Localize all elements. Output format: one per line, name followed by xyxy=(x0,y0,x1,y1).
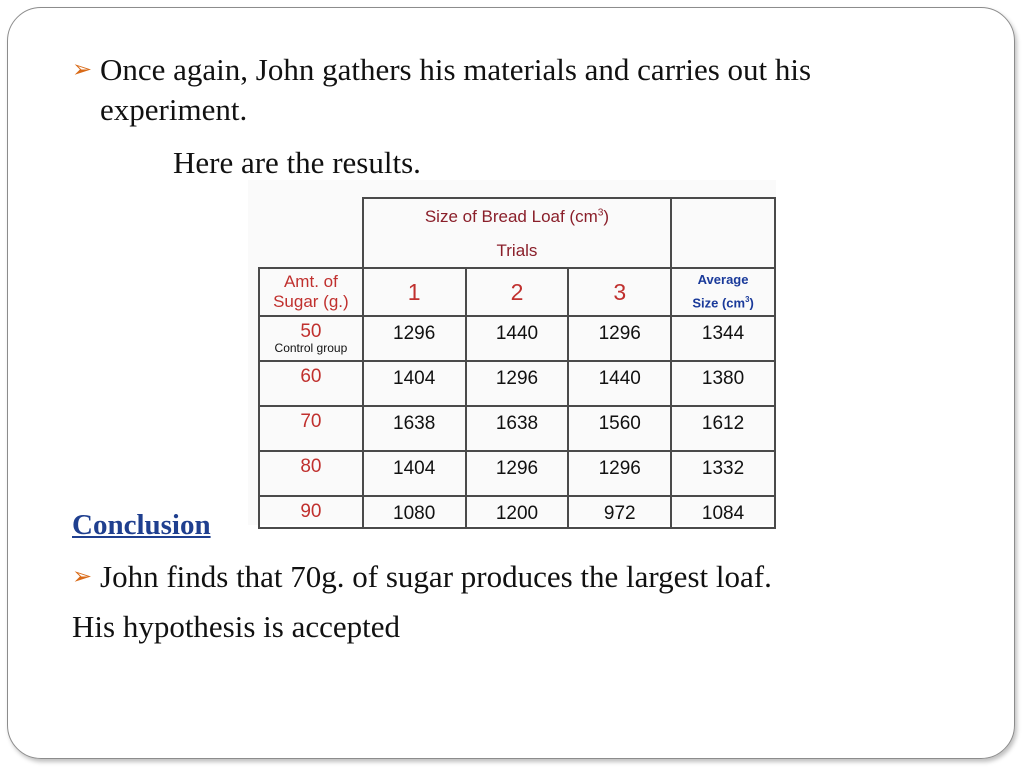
results-table xyxy=(258,197,776,529)
control-group-label: Control group xyxy=(274,341,348,355)
trial-value: 1560 xyxy=(568,406,671,451)
trial-value: 1296 xyxy=(466,361,569,406)
average-value: 1332 xyxy=(671,451,775,496)
table-row xyxy=(259,451,775,496)
sugar-cell: 80 xyxy=(259,451,363,496)
trial-value: 1296 xyxy=(568,451,671,496)
bullet-experiment xyxy=(72,50,952,130)
table-row xyxy=(259,496,775,528)
arrow-bullet-icon: ➢ xyxy=(72,564,93,590)
trial-value: 1638 xyxy=(466,406,569,451)
bullet-finding-text: John finds that 70g. of sugar produces the largest loaf. xyxy=(100,559,772,594)
table-row xyxy=(259,361,775,406)
trial-value: 972 xyxy=(568,496,671,528)
trial-value: 1200 xyxy=(466,496,569,528)
sugar-cell: 90 xyxy=(259,496,363,528)
sugar-cell: 50 Control group xyxy=(259,316,363,361)
table-row xyxy=(259,406,775,451)
trial-value: 1296 xyxy=(466,451,569,496)
amount-header: Amt. of Sugar (g.) xyxy=(259,268,363,316)
trial-value: 1440 xyxy=(466,316,569,361)
bullet-finding xyxy=(72,557,772,597)
bullet-experiment-text: Once again, John gathers his materials and carries out his experiment. xyxy=(100,52,812,127)
table-corner xyxy=(259,198,363,268)
trial-header-1: 1 xyxy=(363,268,466,316)
sugar-cell: 70 xyxy=(259,406,363,451)
average-value: 1612 xyxy=(671,406,775,451)
trial-value: 1404 xyxy=(363,361,466,406)
average-header: Average Size $(cm^3)$ xyxy=(671,268,775,316)
table-title: Size of Bread Loaf $(cm^3)$ xyxy=(424,207,610,226)
trials-label: Trials xyxy=(496,241,538,260)
trial-value: 1296 xyxy=(568,316,671,361)
table-title-cell xyxy=(363,198,671,268)
trial-value: 1638 xyxy=(363,406,466,451)
average-value: 1380 xyxy=(671,361,775,406)
trial-header-3: 3 xyxy=(568,268,671,316)
trial-value: 1080 xyxy=(363,496,466,528)
sugar-cell: 60 xyxy=(259,361,363,406)
trial-value: 1440 xyxy=(568,361,671,406)
results-table-image xyxy=(248,180,776,525)
trial-value: 1404 xyxy=(363,451,466,496)
table-row xyxy=(259,316,775,361)
average-value: 1084 xyxy=(671,496,775,528)
hypothesis-statement: His hypothesis is accepted xyxy=(72,609,401,644)
results-intro: Here are the results. xyxy=(173,145,421,180)
arrow-bullet-icon: ➢ xyxy=(72,57,93,83)
table-avg-top xyxy=(671,198,775,268)
trial-value: 1296 xyxy=(363,316,466,361)
trial-header-2: 2 xyxy=(466,268,569,316)
average-value: 1344 xyxy=(671,316,775,361)
conclusion-heading: Conclusion xyxy=(72,509,211,541)
